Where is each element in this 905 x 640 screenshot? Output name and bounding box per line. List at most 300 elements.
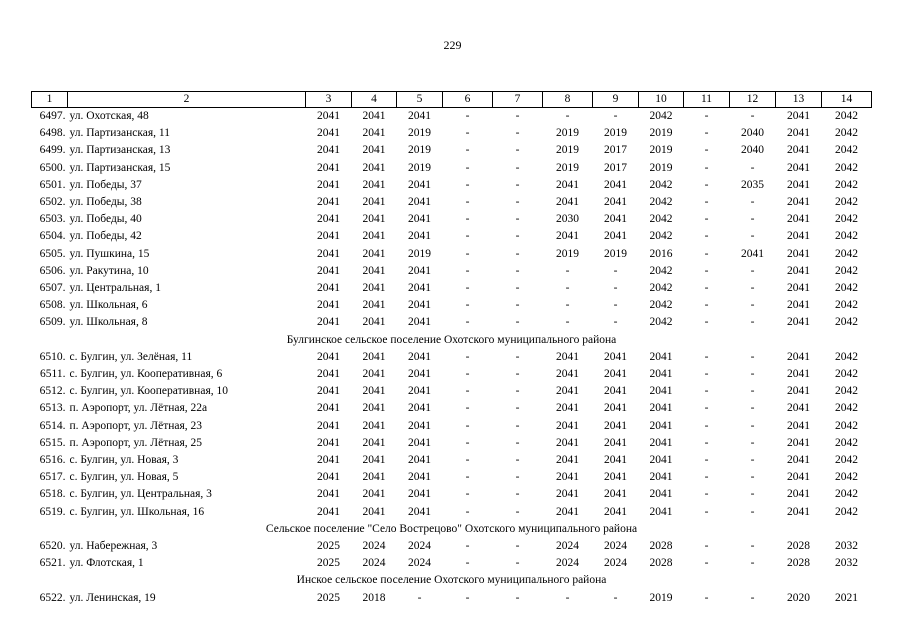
year-cell: 2041 <box>556 505 579 518</box>
year-cell: 2041 <box>556 488 579 501</box>
row-number: 6498. <box>39 127 66 140</box>
year-cell: 2016 <box>649 247 673 260</box>
year-cell: - <box>704 419 709 432</box>
year-cell: 2019 <box>649 591 673 604</box>
year-cell: 2041 <box>604 505 627 518</box>
year-cell: - <box>704 264 709 277</box>
year-cell: 2041 <box>556 230 579 243</box>
year-cell: 2041 <box>317 110 340 122</box>
year-cell: 2017 <box>604 161 627 174</box>
year-cell: 2042 <box>835 178 858 191</box>
year-cell: - <box>465 316 470 329</box>
year-cell: - <box>515 488 520 501</box>
year-cell: 2041 <box>604 213 627 226</box>
address-cell: ул. Победы, 42 <box>69 230 142 243</box>
year-cell: 2041 <box>649 368 673 381</box>
year-cell: 2041 <box>362 196 386 209</box>
year-cell: - <box>515 161 520 174</box>
year-cell: 2041 <box>362 282 386 295</box>
year-cell: - <box>465 436 470 449</box>
year-cell: - <box>704 557 709 570</box>
year-cell: 2030 <box>556 213 579 226</box>
year-cell: 2041 <box>317 350 340 363</box>
year-cell: 2041 <box>362 230 386 243</box>
year-cell: - <box>417 591 422 604</box>
year-cell: 2041 <box>362 144 386 157</box>
year-cell: 2041 <box>787 144 810 157</box>
year-cell: - <box>613 110 618 122</box>
year-cell: 2041 <box>649 419 673 432</box>
year-cell: 2041 <box>604 385 627 398</box>
address-cell: ул. Охотская, 48 <box>69 110 149 122</box>
year-cell: - <box>704 161 709 174</box>
year-cell: 2024 <box>362 540 386 553</box>
year-cell: - <box>465 350 470 363</box>
year-cell: 2041 <box>649 488 673 501</box>
year-cell: 2032 <box>835 557 858 570</box>
year-cell: 2041 <box>362 385 386 398</box>
table-row <box>32 160 872 177</box>
year-cell: 2041 <box>408 316 431 329</box>
address-cell: ул. Ракутина, 10 <box>69 264 149 277</box>
year-cell: 2040 <box>741 127 764 140</box>
year-cell: 2041 <box>556 471 579 484</box>
table-row <box>32 314 872 331</box>
year-cell: 2041 <box>787 264 810 277</box>
address-cell: п. Аэропорт, ул. Лётная, 22а <box>69 402 208 415</box>
year-cell: 2041 <box>787 471 810 484</box>
row-number: 6503. <box>39 213 66 226</box>
year-cell: - <box>750 368 755 381</box>
table-row <box>32 538 872 555</box>
year-cell: 2041 <box>408 110 431 122</box>
year-cell: - <box>704 385 709 398</box>
year-cell: 2041 <box>408 178 431 191</box>
year-cell: 2041 <box>787 454 810 467</box>
year-cell: 2042 <box>835 161 858 174</box>
year-cell: 2042 <box>835 488 858 501</box>
year-cell: - <box>704 299 709 312</box>
year-cell: - <box>465 127 470 140</box>
year-cell: 2041 <box>362 127 386 140</box>
table-row <box>32 469 872 486</box>
address-cell: ул. Партизанская, 15 <box>69 161 171 174</box>
year-cell: 2041 <box>556 436 579 449</box>
table-row <box>32 280 872 297</box>
year-cell: 2042 <box>835 471 858 484</box>
year-cell: 2041 <box>317 161 340 174</box>
address-cell: ул. Партизанская, 11 <box>69 127 170 140</box>
year-cell: - <box>515 316 520 329</box>
row-number: 6515. <box>39 436 66 449</box>
row-number: 6521. <box>39 557 66 570</box>
year-cell: 2024 <box>362 557 386 570</box>
address-cell: ул. Набережная, 3 <box>69 540 158 553</box>
year-cell: 2024 <box>604 540 627 553</box>
row-number: 6520. <box>39 540 66 553</box>
table-row <box>32 211 872 228</box>
year-cell: 2019 <box>604 127 627 140</box>
year-cell: 2041 <box>317 196 340 209</box>
year-cell: 2042 <box>649 299 673 312</box>
year-cell: 2041 <box>787 402 810 415</box>
row-number: 6522. <box>39 591 66 604</box>
year-cell: 2041 <box>362 264 386 277</box>
year-cell: 2041 <box>787 488 810 501</box>
year-cell: 2041 <box>787 247 810 260</box>
year-cell: - <box>515 505 520 518</box>
address-cell: с. Булгин, ул. Центральная, 3 <box>69 488 212 501</box>
year-cell: 2041 <box>317 178 340 191</box>
year-cell: - <box>750 385 755 398</box>
row-number: 6507. <box>39 282 66 295</box>
year-cell: - <box>465 419 470 432</box>
year-cell: - <box>515 299 520 312</box>
year-cell: 2041 <box>556 196 579 209</box>
section-heading-row <box>32 521 872 538</box>
year-cell: 2041 <box>362 316 386 329</box>
table-row <box>32 177 872 194</box>
table-row <box>32 435 872 452</box>
year-cell: - <box>704 230 709 243</box>
year-cell: 2041 <box>556 402 579 415</box>
year-cell: 2041 <box>787 161 810 174</box>
year-cell: 2042 <box>835 316 858 329</box>
year-cell: 2041 <box>604 488 627 501</box>
column-header: 4 <box>352 92 397 108</box>
year-cell: 2042 <box>835 247 858 260</box>
section-title: Булгинское сельское поселение Охотского муниципального района <box>286 333 617 346</box>
table-row <box>32 504 872 521</box>
table-row <box>32 349 872 366</box>
row-number: 6517. <box>39 471 66 484</box>
row-number: 6504. <box>39 230 66 243</box>
year-cell: - <box>515 196 520 209</box>
year-cell: - <box>613 264 618 277</box>
address-cell: п. Аэропорт, ул. Лётная, 23 <box>69 419 203 432</box>
address-cell: с. Булгин, ул. Новая, 3 <box>69 454 179 467</box>
year-cell: 2019 <box>408 247 431 260</box>
year-cell: 2024 <box>604 557 627 570</box>
year-cell: 2019 <box>604 247 627 260</box>
year-cell: 2041 <box>556 368 579 381</box>
year-cell: 2041 <box>408 402 431 415</box>
year-cell: 2041 <box>408 299 431 312</box>
year-cell: 2041 <box>362 505 386 518</box>
year-cell: 2041 <box>317 505 340 518</box>
year-cell: - <box>515 368 520 381</box>
year-cell: 2041 <box>787 178 810 191</box>
year-cell: 2041 <box>362 110 386 122</box>
year-cell: 2041 <box>408 230 431 243</box>
year-cell: 2041 <box>362 247 386 260</box>
year-cell: 2041 <box>317 368 340 381</box>
year-cell: - <box>704 350 709 363</box>
year-cell: 2025 <box>317 557 340 570</box>
year-cell: - <box>465 402 470 415</box>
year-cell: 2042 <box>649 110 673 122</box>
year-cell: 2041 <box>408 454 431 467</box>
table-row <box>32 400 872 417</box>
table-row <box>32 108 872 126</box>
year-cell: - <box>515 247 520 260</box>
year-cell: 2042 <box>835 419 858 432</box>
year-cell: 2041 <box>362 178 386 191</box>
year-cell: - <box>465 144 470 157</box>
year-cell: 2019 <box>556 247 579 260</box>
year-cell: - <box>704 213 709 226</box>
year-cell: 2041 <box>408 505 431 518</box>
year-cell: 2024 <box>408 540 431 553</box>
table-header-row <box>32 92 872 108</box>
row-number: 6514. <box>39 419 66 432</box>
year-cell: 2041 <box>317 488 340 501</box>
row-number: 6506. <box>39 264 66 277</box>
section-title: Инское сельское поселение Охотского муниципального района <box>296 574 607 587</box>
table-row <box>32 142 872 159</box>
year-cell: 2041 <box>362 213 386 226</box>
year-cell: - <box>704 488 709 501</box>
year-cell: - <box>750 213 755 226</box>
address-cell: с. Булгин, ул. Кооперативная, 10 <box>69 385 228 398</box>
year-cell: - <box>750 264 755 277</box>
year-cell: 2042 <box>649 213 673 226</box>
year-cell: - <box>465 230 470 243</box>
year-cell: - <box>465 505 470 518</box>
table-row <box>32 590 872 607</box>
year-cell: 2020 <box>787 591 810 604</box>
year-cell: 2041 <box>362 471 386 484</box>
year-cell: 2041 <box>362 368 386 381</box>
section-title: Сельское поселение "Село Вострецово" Охотского муниципального района <box>265 522 638 535</box>
year-cell: 2019 <box>649 161 673 174</box>
year-cell: 2041 <box>604 196 627 209</box>
year-cell: 2041 <box>787 213 810 226</box>
year-cell: 2019 <box>408 161 431 174</box>
year-cell: 2024 <box>408 557 431 570</box>
year-cell: - <box>515 419 520 432</box>
year-cell: - <box>704 540 709 553</box>
year-cell: 2028 <box>787 557 810 570</box>
year-cell: 2041 <box>317 436 340 449</box>
year-cell: 2041 <box>787 419 810 432</box>
table-row <box>32 418 872 435</box>
year-cell: 2041 <box>408 419 431 432</box>
year-cell: 2019 <box>408 127 431 140</box>
year-cell: 2019 <box>556 127 579 140</box>
column-header: 3 <box>306 92 352 108</box>
year-cell: - <box>704 110 709 122</box>
year-cell: 2021 <box>835 591 858 604</box>
year-cell: - <box>515 540 520 553</box>
year-cell: 2024 <box>556 540 579 553</box>
year-cell: 2041 <box>362 299 386 312</box>
year-cell: - <box>704 196 709 209</box>
year-cell: - <box>565 264 570 277</box>
year-cell: 2041 <box>741 247 764 260</box>
year-cell: 2041 <box>317 230 340 243</box>
row-number: 6499. <box>39 144 66 157</box>
year-cell: 2042 <box>835 505 858 518</box>
year-cell: - <box>750 316 755 329</box>
year-cell: - <box>515 557 520 570</box>
column-header: 10 <box>639 92 684 108</box>
year-cell: 2024 <box>556 557 579 570</box>
year-cell: - <box>750 110 755 122</box>
year-cell: 2041 <box>604 471 627 484</box>
section-heading-row <box>32 332 872 349</box>
year-cell: 2041 <box>787 230 810 243</box>
year-cell: 2041 <box>408 368 431 381</box>
row-number: 6519. <box>39 505 66 518</box>
year-cell: - <box>750 488 755 501</box>
table-row <box>32 228 872 245</box>
year-cell: 2041 <box>556 454 579 467</box>
table-row <box>32 194 872 211</box>
row-number: 6500. <box>39 161 66 174</box>
year-cell: 2042 <box>649 264 673 277</box>
year-cell: 2041 <box>604 454 627 467</box>
year-cell: 2042 <box>835 402 858 415</box>
year-cell: 2041 <box>787 368 810 381</box>
year-cell: 2041 <box>787 350 810 363</box>
year-cell: - <box>515 454 520 467</box>
year-cell: - <box>515 436 520 449</box>
address-cell: ул. Партизанская, 13 <box>69 144 171 157</box>
year-cell: 2041 <box>604 368 627 381</box>
year-cell: - <box>750 505 755 518</box>
column-header: 9 <box>593 92 639 108</box>
table-row <box>32 125 872 142</box>
year-cell: 2041 <box>787 282 810 295</box>
year-cell: - <box>465 591 470 604</box>
year-cell: - <box>704 282 709 295</box>
year-cell: 2041 <box>556 178 579 191</box>
year-cell: 2041 <box>649 471 673 484</box>
table-row <box>32 263 872 280</box>
year-cell: - <box>704 471 709 484</box>
row-number: 6518. <box>39 488 66 501</box>
address-cell: ул. Центральная, 1 <box>69 282 161 295</box>
year-cell: 2042 <box>835 230 858 243</box>
year-cell: - <box>515 110 520 122</box>
address-cell: с. Булгин, ул. Школьная, 16 <box>69 505 205 518</box>
column-header: 2 <box>68 92 306 108</box>
year-cell: - <box>465 488 470 501</box>
year-cell: 2041 <box>408 436 431 449</box>
year-cell: - <box>515 402 520 415</box>
year-cell: - <box>465 213 470 226</box>
year-cell: - <box>565 591 570 604</box>
year-cell: - <box>515 264 520 277</box>
row-number: 6510. <box>39 350 66 363</box>
year-cell: 2041 <box>362 454 386 467</box>
year-cell: 2019 <box>649 144 673 157</box>
year-cell: - <box>515 350 520 363</box>
year-cell: - <box>515 385 520 398</box>
year-cell: 2042 <box>835 454 858 467</box>
address-cell: с. Булгин, ул. Новая, 5 <box>69 471 179 484</box>
table-row <box>32 486 872 503</box>
year-cell: - <box>515 127 520 140</box>
year-cell: 2042 <box>835 144 858 157</box>
table-row <box>32 383 872 400</box>
year-cell: 2041 <box>362 419 386 432</box>
year-cell: - <box>750 161 755 174</box>
year-cell: - <box>565 282 570 295</box>
year-cell: - <box>750 540 755 553</box>
year-cell: 2041 <box>556 350 579 363</box>
address-cell: ул. Школьная, 8 <box>69 316 148 329</box>
year-cell: 2019 <box>556 161 579 174</box>
year-cell: 2041 <box>604 230 627 243</box>
year-cell: 2042 <box>835 196 858 209</box>
column-header: 14 <box>822 92 872 108</box>
year-cell: 2028 <box>787 540 810 553</box>
year-cell: 2041 <box>649 505 673 518</box>
year-cell: 2041 <box>787 316 810 329</box>
year-cell: 2041 <box>317 127 340 140</box>
year-cell: 2041 <box>317 282 340 295</box>
year-cell: 2042 <box>835 385 858 398</box>
year-cell: 2041 <box>317 144 340 157</box>
year-cell: - <box>704 368 709 381</box>
table-row <box>32 246 872 263</box>
year-cell: - <box>465 247 470 260</box>
year-cell: 2028 <box>649 557 673 570</box>
year-cell: - <box>750 350 755 363</box>
year-cell: - <box>465 454 470 467</box>
table-body <box>32 108 872 607</box>
table-row <box>32 297 872 314</box>
year-cell: 2041 <box>408 488 431 501</box>
year-cell: 2041 <box>362 402 386 415</box>
year-cell: 2042 <box>835 436 858 449</box>
year-cell: 2035 <box>741 178 764 191</box>
year-cell: 2041 <box>787 505 810 518</box>
year-cell: - <box>750 419 755 432</box>
year-cell: 2042 <box>835 213 858 226</box>
year-cell: 2041 <box>362 436 386 449</box>
year-cell: - <box>704 454 709 467</box>
year-cell: 2017 <box>604 144 627 157</box>
column-header: 1 <box>32 92 68 108</box>
year-cell: 2041 <box>408 471 431 484</box>
year-cell: - <box>613 316 618 329</box>
year-cell: - <box>465 161 470 174</box>
year-cell: 2042 <box>649 230 673 243</box>
year-cell: 2041 <box>604 419 627 432</box>
table-row <box>32 452 872 469</box>
year-cell: 2041 <box>317 471 340 484</box>
year-cell: - <box>515 213 520 226</box>
year-cell: - <box>465 368 470 381</box>
address-cell: ул. Флотская, 1 <box>69 557 144 570</box>
year-cell: 2041 <box>317 299 340 312</box>
year-cell: 2042 <box>649 316 673 329</box>
year-cell: - <box>465 110 470 122</box>
year-cell: 2041 <box>649 350 673 363</box>
year-cell: 2019 <box>408 144 431 157</box>
year-cell: - <box>465 471 470 484</box>
year-cell: 2025 <box>317 591 340 604</box>
year-cell: - <box>515 230 520 243</box>
address-cell: ул. Школьная, 6 <box>69 299 148 312</box>
table-row <box>32 366 872 383</box>
year-cell: 2041 <box>317 264 340 277</box>
year-cell: - <box>704 127 709 140</box>
column-header: 8 <box>543 92 593 108</box>
